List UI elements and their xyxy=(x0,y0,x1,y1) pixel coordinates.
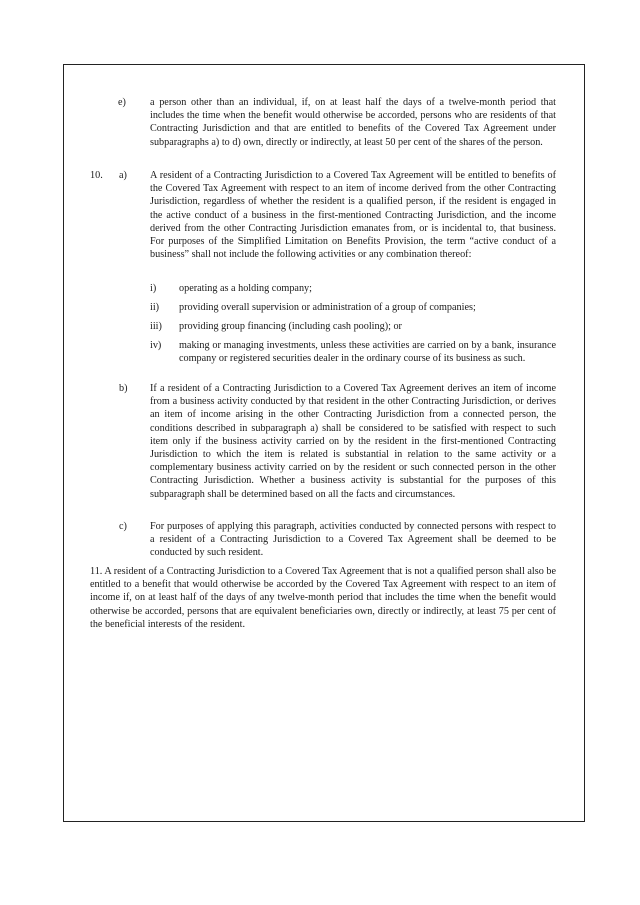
item-e-text: a person other than an individual, if, on at least half the days of a twelve-month period that includes the time when the benefit would otherwise be accorded, persons who are residents of that Contracting Jurisdiction and that are entitled to benefits of the Covered Tax Agreement under subparagraphs a) to d) own, directly or indirectly, at least 50 per cent of the shares of the person. xyxy=(150,97,556,148)
para10-number: 10. xyxy=(90,170,103,181)
para10-b-text: If a resident of a Contracting Jurisdiction to a Covered Tax Agreement derives an item of income from a business activity conducted by that resident in the other Contracting Jurisdiction, or derives an item of income arising in the other Contracting Jurisdiction from a connected person, the conditions described in subparagraph a) shall be considered to be satisfied with respect to such item only if the business activity carried on by the resident in the first-mentioned Contracting Jurisdiction to which the item is related is substantial in relation to the same activity or a complementary business activity carried on by the resident or such connected person in the other Contracting Jurisdiction. Whether a business activity is substantial for the purposes of this subparagraph shall be determined based on all the facts and circumstances. xyxy=(150,383,556,500)
item-i-text: operating as a holding company; xyxy=(179,283,312,294)
item-iii-text: providing group financing (including cash pooling); or xyxy=(179,321,402,332)
para10-c-text: For purposes of applying this paragraph, activities conducted by connected persons with respect to a resident of a Contracting Jurisdiction to a Covered Tax Agreement shall be deemed to be conducted by such resident. xyxy=(150,521,556,559)
item-i-label: i) xyxy=(150,283,157,294)
para10-a-text: A resident of a Contracting Jurisdiction to a Covered Tax Agreement will be entitled to benefits of the Covered Tax Agreement with respect to an item of income derived from the other Contracting Jurisdiction, regardless of whether the resident is a qualified person, if the resident is engaged in the active conduct of a business in the first-mentioned Contracting Jurisdiction, and the income derived from the other Contracting Jurisdiction emanates from, or is incidental to, that business. For purposes of the Simplified Limitation on Benefits Provision, the term “active conduct of a business” shall not include the following activities or any combination thereof: xyxy=(150,170,556,261)
para10-c-label: c) xyxy=(119,521,127,532)
para10-b-label: b) xyxy=(119,383,128,394)
item-ii-text: providing overall supervision or administration of a group of companies; xyxy=(179,302,476,313)
item-iii-label: iii) xyxy=(150,321,162,332)
item-iv-label: iv) xyxy=(150,340,162,351)
para10-a-label: a) xyxy=(119,170,127,181)
item-iv-text: making or managing investments, unless these activities are carried on by a bank, insurance company or registered securities dealer in the ordinary course of its business as such. xyxy=(179,340,556,365)
item-e-label: e) xyxy=(118,97,126,108)
item-ii-label: ii) xyxy=(150,302,160,313)
para11-text: 11. A resident of a Contracting Jurisdiction to a Covered Tax Agreement that is not a qualified person shall also be entitled to a benefit that would otherwise be accorded by the Covered Tax Agreement with respect to an item of income if, on at least half of the days of any twelve-month period that includes the time when the benefit would otherwise be accorded, persons that are equivalent beneficiaries own, directly or indirectly, at least 75 per cent of the beneficial interests of the resident. xyxy=(90,566,556,630)
